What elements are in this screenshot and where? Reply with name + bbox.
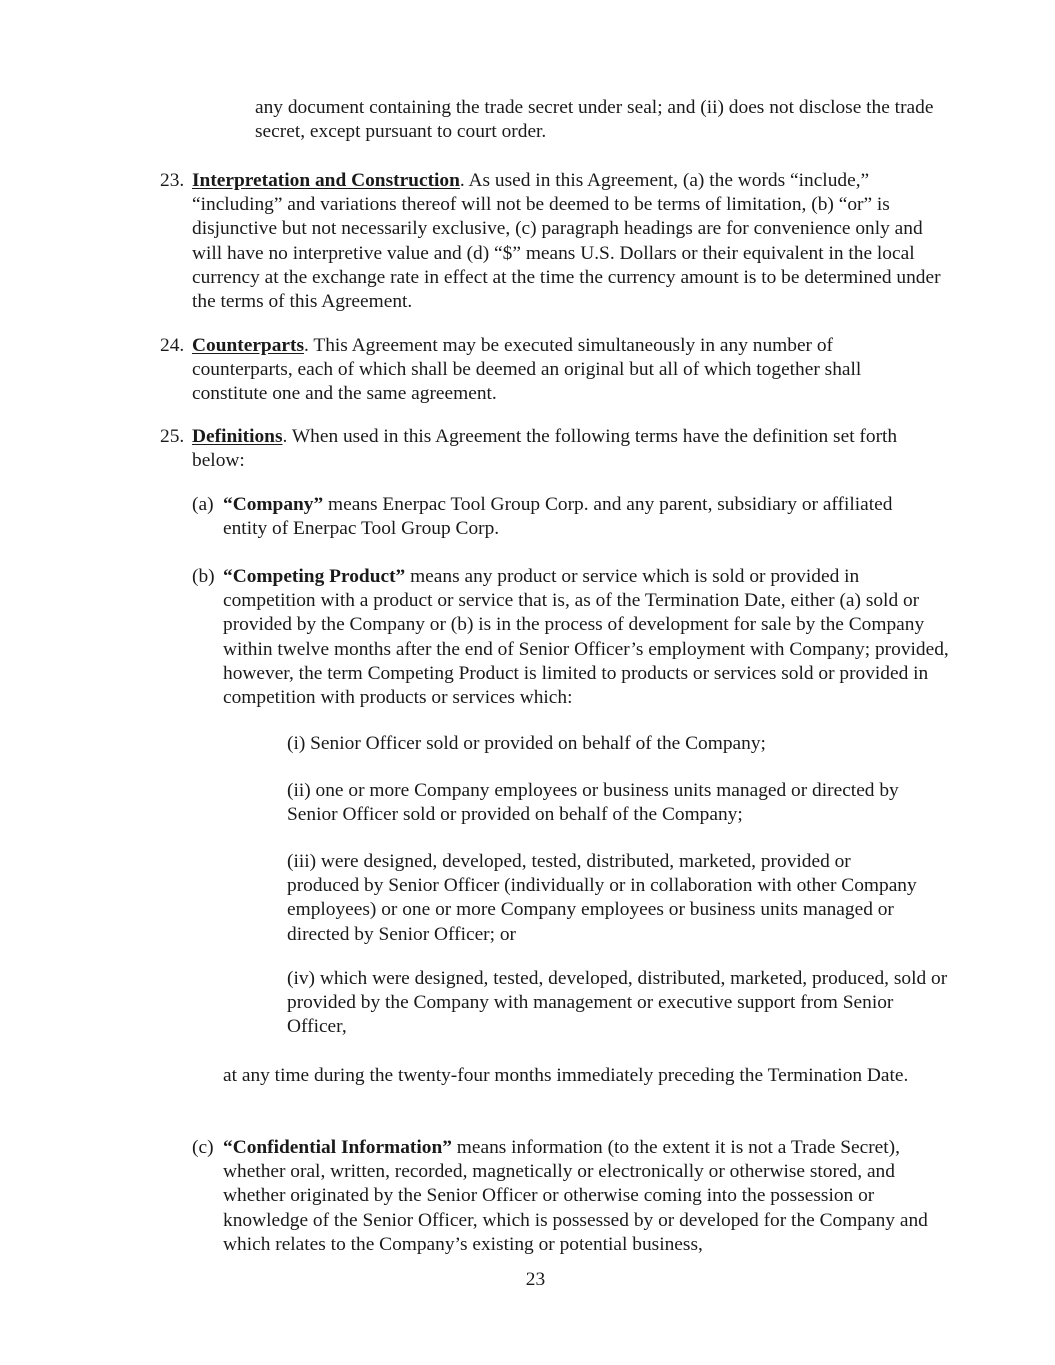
definition-body bbox=[223, 493, 913, 541]
subitem-i: (i) Senior Officer sold or provided on behalf of the Company; bbox=[287, 733, 766, 754]
definition-label: (b) bbox=[192, 566, 215, 587]
page-number: 23 bbox=[525, 1269, 546, 1290]
section-body bbox=[192, 334, 924, 407]
definition-body bbox=[223, 1136, 935, 1257]
definition-body bbox=[223, 565, 951, 710]
subitem-iv: (iv) which were designed, tested, developed, distributed, marketed, produced, sold or provided by the Company with management or executive support from Senior Officer, bbox=[287, 968, 948, 1038]
definition-text: means any product or service which is sold or provided in competition with a product or service that is, as of the Termination Date, either (a) sold or provided by the Company or (b) is in the process of development for sale by the Company within twelve months after the end of Senior Officer’s employment with Company; provided, however, the term Competing Product is limited to products or services sold or provided in competition with products or services which: bbox=[223, 566, 949, 709]
definition-label: (c) bbox=[192, 1137, 214, 1158]
section-text: . This Agreement may be executed simultaneously in any number of counterparts, each of which shall be deemed an original but all of which together shall constitute one and the same agreement. bbox=[192, 335, 862, 405]
definition-text: means Enerpac Tool Group Corp. and any parent, subsidiary or affiliated entity of Enerpac Tool Group Corp. bbox=[223, 494, 893, 540]
intro-paragraph: any document containing the trade secret under seal; and (ii) does not disclose the trade secret, except pursuant to court order. bbox=[255, 97, 934, 143]
definition-term: “Confidential Information” bbox=[223, 1137, 452, 1158]
section-number: 23. bbox=[160, 170, 185, 191]
section-heading: Interpretation and Construction bbox=[192, 170, 460, 191]
section-number: 24. bbox=[160, 335, 185, 356]
section-heading: Definitions bbox=[192, 426, 283, 447]
section-text: . When used in this Agreement the following terms have the definition set forth below: bbox=[192, 426, 898, 472]
section-text: . As used in this Agreement, (a) the words “include,” “including” and variations thereof will not be deemed to be terms of limitation, (b) “or” is disjunctive but not necessarily exclusive, (c) paragraph headings are for convenience only and will have no interpretive value and (d) “$” means U.S. Dollars or their equivalent in the local currency at the exchange rate in effect at the time the currency amount is to be determined under the terms of this Agreement. bbox=[192, 170, 941, 313]
definition-label: (a) bbox=[192, 494, 214, 515]
subitem-iii: (iii) were designed, developed, tested, distributed, marketed, provided or produced by Senior Officer (individually or in collaboration with other Company employees) or one or more Company employees or business units managed or directed by Senior Officer; or bbox=[287, 851, 917, 945]
subitem-ii: (ii) one or more Company employees or business units managed or directed by Senior Officer sold or provided on behalf of the Company; bbox=[287, 780, 899, 826]
section-heading: Counterparts bbox=[192, 335, 305, 356]
definition-closing: at any time during the twenty-four months immediately preceding the Termination Date. bbox=[223, 1065, 909, 1086]
definition-text: means information (to the extent it is not a Trade Secret), whether oral, written, recorded, magnetically or electronically or otherwise stored, and whether originated by the Senior Officer or otherwise coming into the possession or knowledge of the Senior Officer, which is possessed by or developed for the Company and which relates to the Company’s existing or potential business, bbox=[223, 1137, 928, 1255]
section-body bbox=[192, 425, 922, 473]
definition-term: “Competing Product” bbox=[223, 566, 406, 587]
definition-term: “Company” bbox=[223, 494, 324, 515]
section-body bbox=[192, 169, 950, 314]
section-number: 25. bbox=[160, 426, 185, 447]
